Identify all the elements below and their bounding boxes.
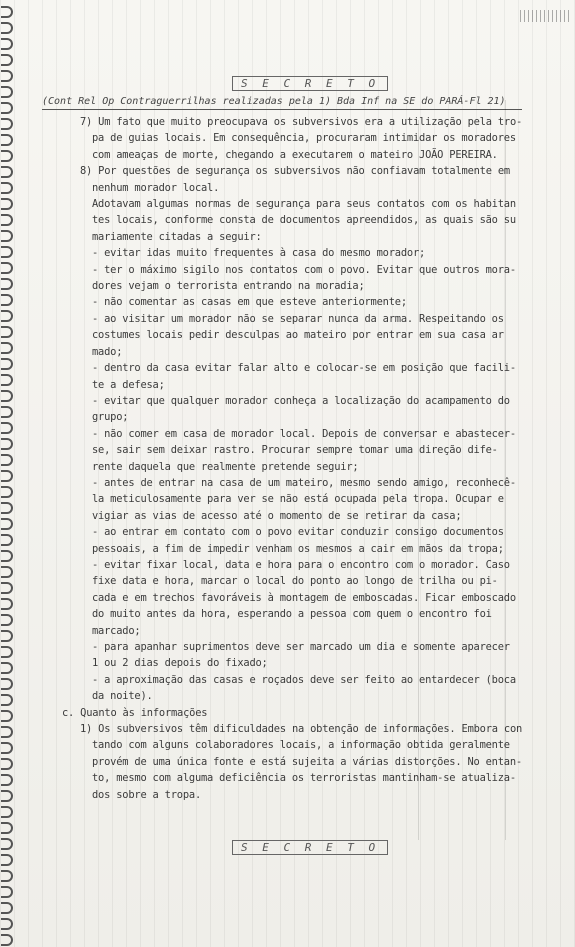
spiral-binding: [0, 0, 20, 947]
spiral-ring: [1, 134, 13, 146]
text-line: pessoais, a fim de impedir venham os mesmos a cair em mãos da tropa;: [92, 542, 504, 555]
classification-stamp-bottom: S E C R E T O: [232, 840, 388, 855]
text-line: 1) Os subversivos têm dificuldades na obtenção de informações. Embora con: [80, 723, 523, 736]
spiral-ring: [1, 582, 13, 594]
text-line: se, sair sem deixar rastro. Procurar sempre tomar uma direção dife-: [92, 444, 498, 457]
text-line: la meticulosamente para ver se não está ocupada pela tropa. Ocupar e: [92, 493, 504, 506]
spiral-ring: [1, 726, 13, 738]
text-line: pa de guias locais. Em consequência, procuraram intimidar os moradores: [92, 132, 516, 145]
spiral-ring: [1, 934, 13, 946]
spiral-ring: [1, 454, 13, 466]
text-line: rente daquela que realmente pretende seguir;: [92, 460, 359, 473]
spiral-ring: [1, 406, 13, 418]
text-line: fixe data e hora, marcar o local do ponto ao longo de trilha ou pi-: [92, 575, 498, 588]
text-line: - evitar fixar local, data e hora para o encontro com o morador. Caso: [92, 558, 510, 571]
spiral-ring: [1, 694, 13, 706]
text-line: - evitar idas muito frequentes à casa do mesmo morador;: [92, 247, 426, 260]
text-line: 7) Um fato que muito preocupava os subversivos era a utilização pela tro-: [80, 116, 523, 128]
text-line: do muito antes da hora, esperando a pessoa com quem o encontro foi: [92, 608, 492, 621]
spiral-ring: [1, 38, 13, 50]
fold-line: [505, 100, 506, 840]
text-line: mariamente citadas a seguir:: [92, 230, 262, 243]
spiral-ring: [1, 294, 13, 306]
spiral-ring: [1, 790, 13, 802]
text-line: - evitar que qualquer morador conheça a localização do acampamento do: [92, 394, 510, 407]
fold-line: [418, 120, 419, 840]
text-line: mado;: [92, 345, 123, 358]
spiral-ring: [1, 822, 13, 834]
spiral-ring: [1, 550, 13, 562]
spiral-ring: [1, 758, 13, 770]
spiral-ring: [1, 902, 13, 914]
spiral-ring: [1, 838, 13, 850]
edge-marks: [520, 10, 570, 22]
spiral-ring: [1, 246, 13, 258]
spiral-ring: [1, 214, 13, 226]
text-line: 1 ou 2 dias depois do fixado;: [92, 657, 268, 670]
spiral-ring: [1, 6, 13, 18]
spiral-ring: [1, 118, 13, 130]
text-line: - a aproximação das casas e roçados deve ser feito ao entardecer (boca: [92, 673, 516, 686]
text-line: grupo;: [92, 411, 129, 424]
text-line: cada e em trechos favoráveis à montagem de emboscadas. Ficar emboscado: [92, 591, 516, 604]
spiral-ring: [1, 470, 13, 482]
spiral-ring: [1, 486, 13, 498]
text-line: da noite).: [92, 690, 153, 703]
spiral-ring: [1, 806, 13, 818]
classification-stamp-top: S E C R E T O: [232, 76, 388, 91]
spiral-ring: [1, 534, 13, 546]
spiral-ring: [1, 342, 13, 354]
spiral-ring: [1, 22, 13, 34]
text-line: to, mesmo com alguma deficiência os terroristas mantinham-se atualiza-: [92, 772, 516, 785]
text-line: com ameaças de morte, chegando a executarem o mateiro JOÃO PEREIRA.: [92, 148, 498, 161]
text-line: marcado;: [92, 624, 141, 637]
body-text: [62, 114, 540, 803]
text-line: - ao visitar um morador não se separar nunca da arma. Respeitando os: [92, 312, 504, 325]
spiral-ring: [1, 710, 13, 722]
spiral-ring: [1, 230, 13, 242]
spiral-ring: [1, 854, 13, 866]
spiral-ring: [1, 150, 13, 162]
text-line: costumes locais pedir desculpas ao mateiro por entrar em sua casa ar: [92, 329, 504, 342]
text-line: tando com alguns colaboradores locais, a informação obtida geralmente: [92, 739, 510, 752]
spiral-ring: [1, 614, 13, 626]
document-header: (Cont Rel Op Contraguerrilhas realizadas pela 1) Bda Inf na SE do PARÁ-Fl 21): [42, 96, 522, 110]
text-line: - não comer em casa de morador local. Depois de conversar e abastecer-: [92, 427, 516, 440]
spiral-ring: [1, 310, 13, 322]
text-line: - para apanhar suprimentos deve ser marcado um dia e somente aparecer: [92, 641, 510, 653]
spiral-ring: [1, 598, 13, 610]
spiral-ring: [1, 262, 13, 274]
text-line: tes locais, conforme consta de documentos apreendidos, as quais são su: [92, 214, 516, 227]
spiral-ring: [1, 742, 13, 754]
text-line: te a defesa;: [92, 378, 165, 391]
text-line: vigiar as vias de acesso até o momento de se retirar da casa;: [92, 509, 462, 522]
text-line: - antes de entrar na casa de um mateiro, mesmo sendo amigo, reconhecê-: [92, 476, 516, 489]
spiral-ring: [1, 54, 13, 66]
text-line: dores vejam o terrorista entrando na moradia;: [92, 280, 365, 293]
text-line: - dentro da casa evitar falar alto e colocar-se em posição que facili-: [92, 362, 516, 375]
spiral-ring: [1, 774, 13, 786]
spiral-ring: [1, 566, 13, 578]
spiral-ring: [1, 70, 13, 82]
text-line: dos sobre a tropa.: [92, 788, 202, 801]
spiral-ring: [1, 166, 13, 178]
spiral-ring: [1, 326, 13, 338]
text-line: - não comentar as casas em que esteve anteriormente;: [92, 296, 407, 309]
text-line: 8) Por questões de segurança os subversivos não confiavam totalmente em: [80, 165, 510, 178]
text-line: - ter o máximo sigilo nos contatos com o povo. Evitar que outros mora-: [92, 263, 516, 276]
spiral-ring: [1, 646, 13, 658]
spiral-ring: [1, 390, 13, 402]
spiral-ring: [1, 870, 13, 882]
spiral-ring: [1, 102, 13, 114]
text-line: - ao entrar em contato com o povo evitar conduzir consigo documentos: [92, 526, 504, 539]
spiral-ring: [1, 678, 13, 690]
spiral-ring: [1, 422, 13, 434]
text-line: nenhum morador local.: [92, 181, 220, 194]
spiral-ring: [1, 278, 13, 290]
text-line: Adotavam algumas normas de segurança para seus contatos com os habitan: [92, 198, 516, 211]
spiral-ring: [1, 182, 13, 194]
spiral-ring: [1, 438, 13, 450]
spiral-ring: [1, 630, 13, 642]
spiral-ring: [1, 518, 13, 530]
spiral-ring: [1, 886, 13, 898]
spiral-ring: [1, 86, 13, 98]
text-line: c. Quanto às informações: [62, 706, 208, 719]
spiral-ring: [1, 502, 13, 514]
spiral-ring: [1, 358, 13, 370]
spiral-ring: [1, 662, 13, 674]
spiral-ring: [1, 918, 13, 930]
spiral-ring: [1, 198, 13, 210]
spiral-ring: [1, 374, 13, 386]
text-line: provém de uma única fonte e está sujeita a várias distorções. No entan-: [92, 755, 522, 768]
